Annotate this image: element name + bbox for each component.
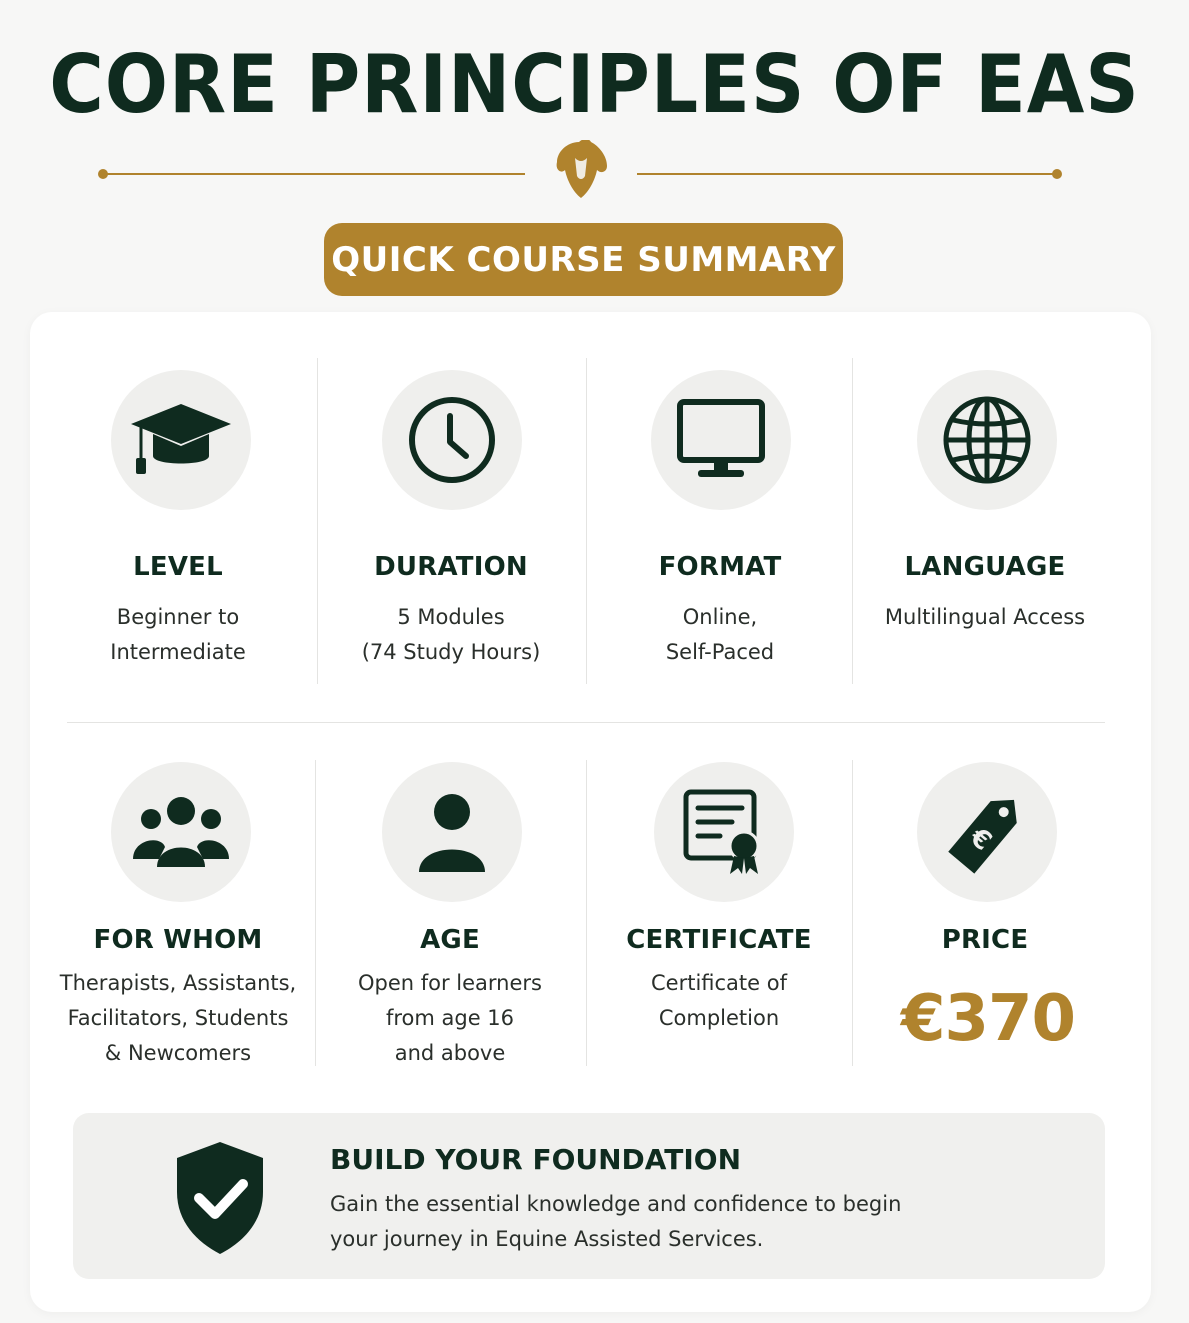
certificate-label: CERTIFICATE <box>626 925 812 955</box>
title-divider <box>97 140 1067 210</box>
row-divider <box>67 722 1105 723</box>
certificate-icon <box>682 788 766 876</box>
duration-value: 5 Modules (74 Study Hours) <box>361 605 541 664</box>
shield-check-icon <box>173 1140 267 1256</box>
banner-description: Gain the essential knowledge and confidence to begin your journey in Equine Assisted Services. <box>330 1192 902 1251</box>
certificate-value: Certificate of Completion <box>651 971 787 1030</box>
format-value: Online, Self-Paced <box>665 605 775 664</box>
horse-head-icon <box>557 140 607 198</box>
group-icon <box>131 795 231 869</box>
person-icon <box>417 792 487 872</box>
language-value: Multilingual Access <box>884 605 1086 629</box>
price-tag-icon <box>942 786 1032 878</box>
age-label: AGE <box>420 925 480 955</box>
graduation-cap-icon <box>129 400 233 480</box>
level-value: Beginner to Intermediate <box>110 605 246 664</box>
for-whom-value: Therapists, Assistants, Facilitators, Students & Newcomers <box>59 971 297 1065</box>
quick-course-summary-badge: QUICK COURSE SUMMARY <box>324 223 843 296</box>
age-value: Open for learners from age 16 and above <box>357 971 542 1065</box>
language-label: LANGUAGE <box>904 552 1066 582</box>
level-label: LEVEL <box>133 552 223 582</box>
globe-icon <box>941 394 1033 486</box>
page-title: CORE PRINCIPLES OF EAS <box>49 38 1140 131</box>
banner-title: BUILD YOUR FOUNDATION <box>330 1143 742 1176</box>
monitor-icon <box>676 398 766 482</box>
duration-label: DURATION <box>374 552 528 582</box>
price-label: PRICE <box>941 925 1029 955</box>
clock-icon <box>406 394 498 486</box>
format-label: FORMAT <box>658 552 782 582</box>
for-whom-label: FOR WHOM <box>93 925 263 955</box>
svg-text:€: € <box>964 822 998 857</box>
price-value: €370 <box>900 982 1076 1056</box>
